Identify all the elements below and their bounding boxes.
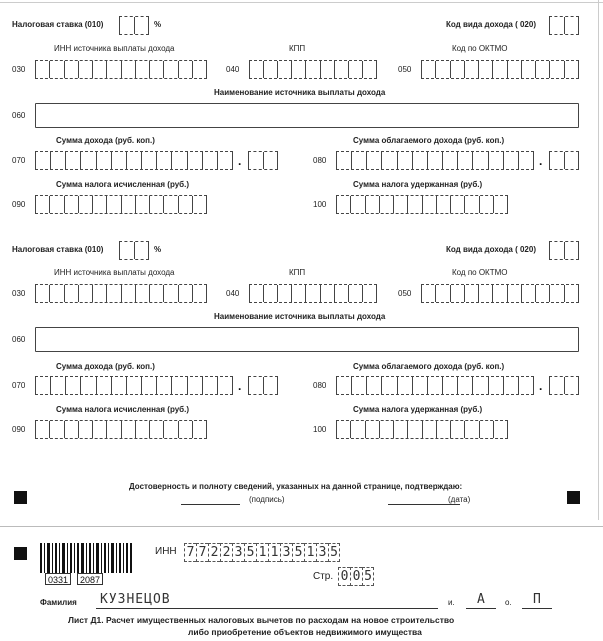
date-label: (дата) (448, 495, 471, 504)
digit-cell: 5 (244, 543, 256, 562)
income-sum-label: Сумма дохода (руб. коп.) (56, 136, 155, 145)
digit-cell: 5 (292, 543, 304, 562)
digit-cell: 1 (304, 543, 316, 562)
decimal-dot: . (539, 379, 543, 393)
tax-rate-label: Налоговая ставка (010) (12, 245, 104, 254)
line-code-080: 080 (313, 381, 327, 390)
alignment-marker-right (567, 491, 580, 504)
decimal-dot: . (238, 379, 242, 393)
digit-cell: 3 (280, 543, 292, 562)
alignment-marker-left (14, 491, 27, 504)
tax-calc-label: Сумма налога исчисленная (руб.) (56, 180, 189, 189)
tax-rate-field[interactable] (119, 16, 149, 35)
line-code-080: 080 (313, 156, 327, 165)
barcode-number-left: 0331 (45, 573, 71, 585)
taxable-sum-rub-field[interactable] (336, 376, 534, 395)
kpp-field[interactable] (249, 60, 377, 79)
line-code-100: 100 (313, 425, 327, 434)
barcode (40, 543, 132, 573)
digit-cell: 3 (316, 543, 328, 562)
sheet-title-line2: либо приобретение объектов недвижимого имущества (188, 627, 422, 637)
line-code-030: 030 (12, 289, 26, 298)
inn-label: ИНН (155, 546, 177, 557)
digit-cell: 1 (268, 543, 280, 562)
digit-cell: 0 (350, 567, 362, 586)
page-label: Стр. (313, 571, 334, 582)
percent-sign: % (154, 245, 162, 254)
surname-label: Фамилия (40, 598, 77, 607)
oktmo-label: Код по ОКТМО (452, 44, 508, 53)
oktmo-field[interactable] (421, 284, 579, 303)
page-divider (0, 526, 603, 527)
tax-calc-field[interactable] (35, 420, 207, 439)
decimal-dot: . (539, 154, 543, 168)
income-code-label: Код вида дохода ( 020) (446, 245, 536, 254)
digit-cell: 5 (328, 543, 340, 562)
digit-cell: 3 (232, 543, 244, 562)
surname-value[interactable]: КУЗНЕЦОВ (100, 592, 171, 607)
income-code-field[interactable] (549, 241, 579, 260)
confirmation-text: Достоверность и полноту сведений, указанных на данной странице, подтверждаю: (129, 482, 463, 491)
income-code-label: Код вида дохода ( 020) (446, 20, 536, 29)
kpp-label: КПП (289, 44, 306, 53)
digit-cell: 1 (256, 543, 268, 562)
kpp-label: КПП (289, 268, 306, 277)
initial-i-value[interactable]: А (477, 592, 486, 607)
tax-withheld-label: Сумма налога удержанная (руб.) (353, 405, 483, 414)
taxable-sum-kop-field[interactable] (549, 376, 579, 395)
signature-line[interactable] (181, 504, 240, 505)
line-code-090: 090 (12, 425, 26, 434)
page-number-field[interactable] (338, 567, 374, 586)
digit-cell: 7 (184, 543, 196, 562)
tax-withheld-field[interactable] (336, 420, 508, 439)
source-name-label: Наименование источника выплаты дохода (214, 312, 386, 321)
digit-cell: 5 (362, 567, 374, 586)
tax-withheld-label: Сумма налога удержанная (руб.) (353, 180, 483, 189)
kpp-field[interactable] (249, 284, 377, 303)
line-code-060: 060 (12, 335, 26, 344)
line-code-070: 070 (12, 381, 26, 390)
inn-source-field[interactable] (35, 284, 207, 303)
percent-sign: % (154, 20, 162, 29)
digit-cell: 2 (208, 543, 220, 562)
taxable-sum-kop-field[interactable] (549, 151, 579, 170)
initial-o-label: о. (505, 598, 512, 607)
inn-source-field[interactable] (35, 60, 207, 79)
barcode-digits (45, 573, 103, 585)
line-code-050: 050 (398, 65, 412, 74)
inn-source-label: ИНН источника выплаты дохода (54, 44, 175, 53)
barcode-number-right: 2087 (77, 573, 103, 585)
digit-cell: 7 (196, 543, 208, 562)
surname-underline (96, 608, 438, 609)
initial-i-underline (466, 608, 496, 609)
digit-cell: 2 (220, 543, 232, 562)
income-code-field[interactable] (549, 16, 579, 35)
line-code-040: 040 (226, 289, 240, 298)
inn-field[interactable] (184, 543, 340, 562)
income-sum-rub-field[interactable] (35, 376, 233, 395)
initial-o-value[interactable]: П (533, 592, 542, 607)
income-sum-rub-field[interactable] (35, 151, 233, 170)
oktmo-field[interactable] (421, 60, 579, 79)
digit-cell: 0 (338, 567, 350, 586)
tax-rate-label: Налоговая ставка (010) (12, 20, 104, 29)
tax-withheld-field[interactable] (336, 195, 508, 214)
tax-calc-label: Сумма налога исчисленная (руб.) (56, 405, 189, 414)
taxable-sum-label: Сумма облагаемого дохода (руб. коп.) (353, 362, 505, 371)
oktmo-label: Код по ОКТМО (452, 268, 508, 277)
line-code-040: 040 (226, 65, 240, 74)
line-code-100: 100 (313, 200, 327, 209)
decimal-dot: . (238, 154, 242, 168)
income-sum-kop-field[interactable] (248, 151, 278, 170)
source-name-field[interactable] (35, 327, 579, 352)
line-code-070: 070 (12, 156, 26, 165)
line-code-030: 030 (12, 65, 26, 74)
source-name-field[interactable] (35, 103, 579, 128)
alignment-marker-footer (14, 547, 27, 560)
initial-i-label: и. (448, 598, 455, 607)
line-code-060: 060 (12, 111, 26, 120)
source-name-label: Наименование источника выплаты дохода (214, 88, 386, 97)
inn-source-label: ИНН источника выплаты дохода (54, 268, 175, 277)
right-edge (598, 0, 599, 520)
tax-calc-field[interactable] (35, 195, 207, 214)
line-code-090: 090 (12, 200, 26, 209)
taxable-sum-label: Сумма облагаемого дохода (руб. коп.) (353, 136, 505, 145)
income-sum-label: Сумма дохода (руб. коп.) (56, 362, 155, 371)
taxable-sum-rub-field[interactable] (336, 151, 534, 170)
top-edge (0, 2, 603, 3)
income-sum-kop-field[interactable] (248, 376, 278, 395)
initial-o-underline (522, 608, 552, 609)
line-code-050: 050 (398, 289, 412, 298)
signature-label: (подпись) (249, 495, 285, 504)
sheet-title-line1: Лист Д1. Расчет имущественных налоговых вычетов по расходам на новое строительство (68, 615, 455, 625)
tax-rate-field[interactable] (119, 241, 149, 260)
